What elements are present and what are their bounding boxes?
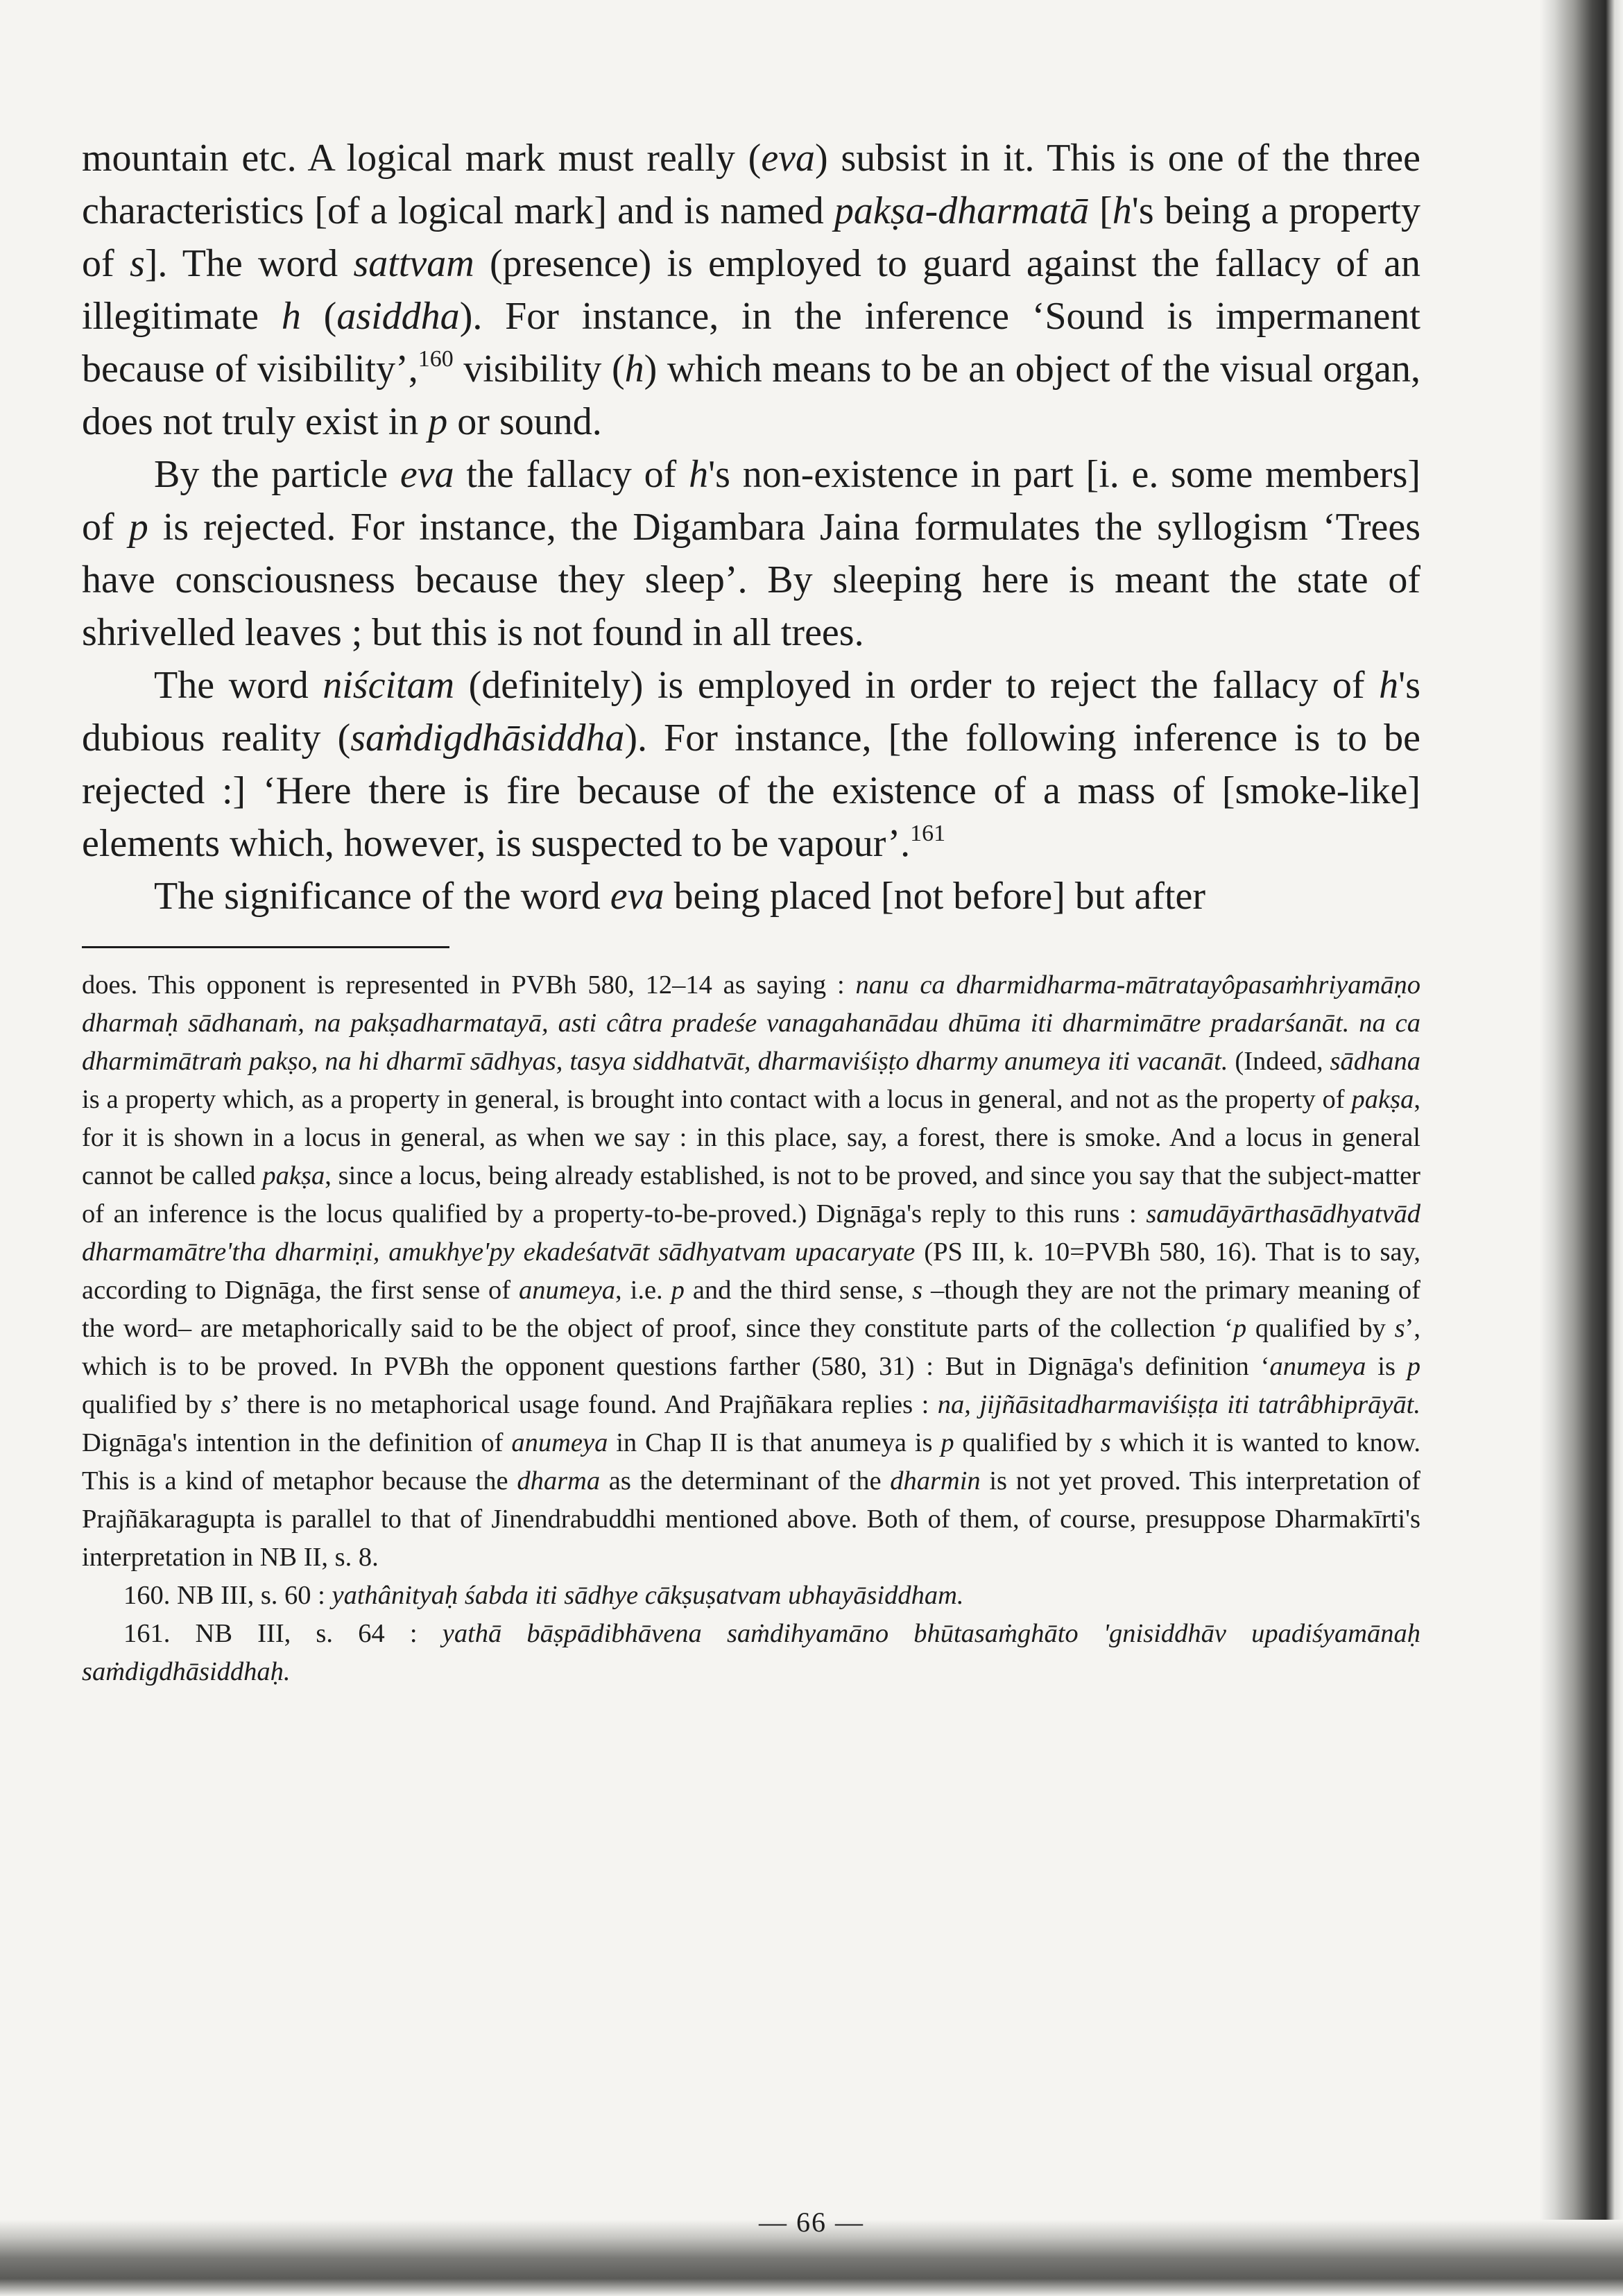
text-run: as the determinant of the	[600, 1466, 891, 1496]
italic-run: pakṣa	[262, 1161, 325, 1190]
text-run: is	[1366, 1352, 1407, 1381]
italic-run: dharmin	[890, 1466, 981, 1496]
text-run: , for it is shown in a locus in general, as when we say : in this place, say, a forest, there is smoke. And a locus in general cannot be called	[82, 1085, 1420, 1190]
text-run: ’, which is to be proved. In PVBh the opponent questions farther (580, 31) : But in Dignāga's definition ‘	[82, 1314, 1420, 1381]
italic-run: anumeya	[519, 1276, 616, 1305]
footnote-ref: 161	[910, 821, 946, 846]
text-run: 's being a property of	[82, 189, 1420, 285]
italic-run: na, jijñāsitadharmaviśiṣṭa iti tatrâbhiprāyāt.	[937, 1390, 1420, 1419]
text-run: qualified by	[82, 1390, 221, 1419]
text-run: The word	[154, 664, 323, 707]
paragraph-3	[82, 659, 1420, 870]
text-run: , since a locus, being already established, is not to be proved, and since you say that the subject-matter of an inference is the locus qualified by a property-to-be-proved.) Dignāga's reply to this runs :	[82, 1161, 1420, 1228]
text-run: qualified by	[1246, 1314, 1395, 1343]
italic-run: eva	[761, 137, 816, 180]
text-run: [	[1089, 189, 1113, 232]
footnote-continuation	[82, 966, 1420, 1577]
text-run: (PS III, k. 10=PVBh 580, 16). That is to say, according to Dignāga, the first sense of	[82, 1237, 1420, 1305]
footnote-ref: 160	[418, 346, 454, 372]
text-run: is a property which, as a property in general, is brought into contact with a locus in general, and not as the property of	[82, 1085, 1352, 1114]
paragraph-4	[82, 870, 1420, 923]
text-run: being placed [not before] but after	[664, 875, 1206, 918]
text-run: is not yet proved. This interpretation of Prajñākaragupta is parallel to that of Jinendrabuddhi mentioned above. Both of them, of course, presuppose Dharmakīrti's interpretation in NB II, s. 8.	[82, 1466, 1420, 1572]
text-run: (presence) is employed to guard against the fallacy of an illegitimate	[82, 242, 1420, 338]
text-run: mountain etc. A logical mark must really (	[82, 137, 762, 180]
italic-run: eva	[400, 453, 454, 496]
text-run: and the third sense,	[684, 1276, 913, 1305]
italic-run: dharma	[517, 1466, 601, 1496]
text-run: (Indeed,	[1228, 1047, 1330, 1076]
italic-run: anumeya	[1269, 1352, 1366, 1381]
text-run: 's non-existence in part [i. e. some members] of	[82, 453, 1421, 549]
italic-run: h	[624, 348, 644, 391]
page-content	[82, 132, 1420, 1691]
text-run: 160. NB III, s. 60 :	[123, 1581, 332, 1610]
paragraph-2	[82, 448, 1420, 659]
footnote-161	[82, 1615, 1420, 1691]
text-run: ’ there is no metaphorical usage found. And Prajñākara replies :	[231, 1390, 938, 1419]
text-run: By the particle	[154, 453, 400, 496]
text-run: is rejected. For instance, the Digambara Jaina formulates the syllogism ‘Trees have consciousness because they sleep’. By sleeping here is meant the state of shrivelled leaves ; but this is not found in all trees.	[82, 506, 1420, 654]
italic-run: nanu ca dharmidharma-mātratayôpasaṁhriyamāṇo dharmaḥ sādhanaṁ, na pakṣadharmatayā, asti câtra pradeśe vanagahanādau dhūma iti dharmimātre pradarśanāt. na ca dharmimātraṁ pakṣo, na hi dharmī sādhyas, tasya siddhatvāt, dharmaviśiṣṭo dharmy anumeya iti vacanāt.	[82, 970, 1420, 1076]
italic-run: pakṣa-dharmatā	[834, 189, 1089, 232]
italic-run: s	[129, 242, 145, 285]
text-run: which it is wanted to know. This is a kind of metaphor because the	[82, 1428, 1421, 1496]
italic-run: samudāyārthasādhyatvād dharmamātre'tha dharmiṇi, amukhye'py ekadeśatvāt sādhyatvam upacaryate	[82, 1199, 1420, 1267]
text-run: visibility (	[453, 348, 625, 391]
paragraph-1	[82, 132, 1420, 448]
text-run: 's dubious reality (	[82, 664, 1420, 760]
italic-run: h	[689, 453, 709, 496]
text-run: ). For instance, [the following inference is to be rejected :] ‘Here there is fire because of the existence of a mass of [smoke-like] elements which, however, is suspected to be vapour’.	[82, 717, 1420, 865]
text-run: the fallacy of	[454, 453, 689, 496]
text-run: does. This opponent is represented in PVBh 580, 12–14 as saying :	[82, 970, 856, 1000]
italic-run: h	[1379, 664, 1399, 707]
text-run: ) subsist in it. This is one of the three characteristics [of a logical mark] and is named	[82, 137, 1420, 232]
main-text	[82, 132, 1420, 923]
text-run: ]. The word	[144, 242, 354, 285]
text-run: ) which means to be an object of the visual organ, does not truly exist in	[82, 348, 1421, 443]
italic-run: h	[1112, 189, 1132, 232]
italic-run: pakṣa	[1351, 1085, 1414, 1114]
text-run: Dignāga's intention in the definition of	[82, 1428, 512, 1457]
italic-run: asiddha	[336, 295, 460, 338]
italic-run: s	[221, 1390, 232, 1419]
footnote-160	[82, 1577, 1420, 1615]
book-spine-shadow	[1540, 0, 1623, 2296]
italic-run: saṁdigdhāsiddha	[350, 717, 625, 760]
italic-run: yathā bāṣpādibhāvena saṁdihyamāno bhūtasaṁghāto 'gnisiddhāv upadiśyamānaḥ saṁdigdhāsiddhaḥ.	[82, 1619, 1421, 1686]
text-run: (	[300, 295, 337, 338]
italic-run: anumeya	[511, 1428, 608, 1457]
text-run: or sound.	[447, 400, 602, 443]
footnotes	[82, 966, 1420, 1691]
italic-run: p	[941, 1428, 954, 1457]
text-run: , i.e.	[615, 1276, 671, 1305]
italic-run: yathânityaḥ śabda iti sādhye cākṣuṣatvam ubhayāsiddham.	[332, 1581, 964, 1610]
italic-run: h	[281, 295, 301, 338]
italic-run: eva	[610, 875, 664, 918]
italic-run: p	[1407, 1352, 1420, 1381]
italic-run: p	[428, 400, 448, 443]
italic-run: s	[912, 1276, 923, 1305]
italic-run: p	[1233, 1314, 1247, 1343]
page-number: — 66 —	[759, 2207, 864, 2238]
footnote-separator	[82, 946, 449, 948]
italic-run: sādhana	[1330, 1047, 1420, 1076]
italic-run: niścitam	[323, 664, 455, 707]
text-run: –though they are not the primary meaning of the word– are metaphorically said to be the object of proof, since they constitute parts of the collection ‘	[82, 1276, 1420, 1343]
text-run: (definitely) is employed in order to reject the fallacy of	[454, 664, 1380, 707]
text-run: The significance of the word	[154, 875, 610, 918]
text-run: qualified by	[954, 1428, 1101, 1457]
text-run: in Chap II is that anumeya is	[608, 1428, 941, 1457]
italic-run: s	[1394, 1314, 1405, 1343]
text-run: ). For instance, in the inference ‘Sound is impermanent because of visibility’,	[82, 295, 1420, 391]
text-run: 161. NB III, s. 64 :	[123, 1619, 443, 1648]
italic-run: sattvam	[353, 242, 474, 285]
italic-run: p	[128, 506, 148, 549]
italic-run: p	[671, 1276, 685, 1305]
italic-run: s	[1100, 1428, 1111, 1457]
